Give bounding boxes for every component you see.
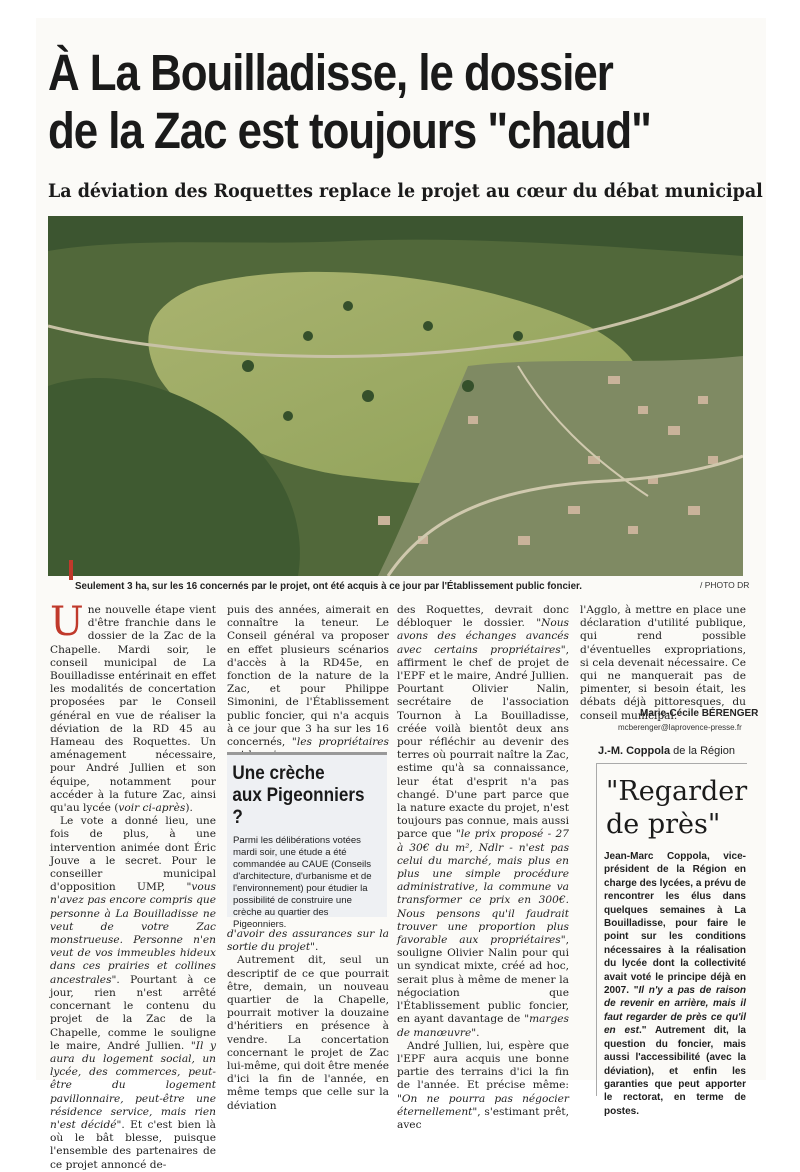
drop-cap: U [50,599,84,645]
sidebar-text-italic: Il n'y a pas de raison de revenir en arrière, mais il faut regarder de près ce qu'il en est [604,985,747,1037]
inset-box-title [227,755,371,833]
aerial-photo [48,216,743,576]
paragraph-italic: les propriétaires [296,736,389,749]
article-paragraph [227,604,389,762]
sidebar-author-name: J.-M. Coppola [598,745,671,757]
article-paragraph [397,604,569,1040]
inset-title-line-1: Une crèche [232,763,325,784]
sidebar-author-role: de la Région [670,745,735,757]
paragraph-text: ", souligne Olivier Nalin pour qui un syndicat mixte, créé ad hoc, serait plus à même de mener la négociation que l'Établissement public foncier, en ayant davantage de " [397,934,569,1026]
article-paragraph [227,954,389,1112]
article-paragraph [227,928,389,954]
sidebar-quote [606,775,746,841]
sidebar-text [604,850,746,1118]
paragraph-italic: On ne pourra pas négocier éternellement [397,1092,569,1118]
headline-line-2: de la Zac est toujours "chaud" [48,102,651,159]
paragraph-text: ". [471,1026,480,1039]
photo-credit: / PHOTO DR [700,580,750,590]
article-paragraph [397,1040,569,1132]
byline-email: mcberenger@laprovence-presse.fr [618,723,742,732]
photo-caption: Seulement 3 ha, sur les 16 concernés par le projet, ont été acquis à ce jour par l'Établissement public foncier. [75,580,583,592]
article-column-3 [397,604,569,1132]
headline-line-1: À La Bouilladisse, le dossier [48,44,613,101]
article-paragraph [50,815,216,1171]
quote-line-2: de près" [606,809,721,840]
article-paragraph [580,604,746,723]
paragraph-text: André Jullien, lui, espère que l'EPF aura acquis une bonne partie des terrains d'ici la fin de l'année. Et précise même: " [397,1039,569,1105]
paragraph-text: ". Pourtant à ce jour, rien n'est arrêté concernant le contenu du projet de la Zac de la Chapelle, comme le souligne le maire, André Jullien. " [50,973,216,1052]
paragraph-text: Autrement dit, seul un descriptif de ce que pourrait être, demain, un nouveau quartier de la Chapelle, pourrait motiver la douzaine d'héritiers en présence à vendre. La concertation concernant le projet de Zac lui-même, qui doit être menée d'ici la fin de l'année, en même temps que celle sur la déviation [227,954,389,1112]
article-column-4 [580,604,746,723]
paragraph-text: ). [185,802,193,815]
paragraph-italic: vous n'avez pas encore compris que personne à La Bouilladisse ne veut de votre Zac monstrueuse. Personne n'en veut de vos immeubles hideux dans ces prairies et collines ancestrales [50,881,216,986]
quote-line-1: "Regarder [606,776,748,807]
inset-box-text: Parmi les délibérations votées mardi soir, une étude a été commandée au CAUE (Conseils d'architecture, d'urbanisme et de l'environnement) pour étudier la possibilité de construire une crèche au quartier des Pigeonniers. [233,835,372,930]
paragraph-text: ". [310,941,319,954]
paragraph-text: des Roquettes, devrait donc débloquer le dossier. " [397,604,569,630]
paragraph-italic: voir ci-après [118,802,186,815]
article-paragraph [50,599,216,815]
sidebar-heading [598,745,735,757]
caption-accent-bar [69,560,73,580]
paragraph-italic: d'avoir des assurances sur la sortie du projet [227,928,389,954]
paragraph-italic: Il y aura du logement social, un lycée, des commerces, peut-être du logement pavillonnaire, peut-être une résidence service, mais rien n'est décidé [50,1039,216,1131]
paragraph-text: Le vote a donné lieu, une fois de plus, à une intervention animée dont Éric Jouve a le secret. Pour le conseiller municipal d'opposition UMP, " [50,815,216,894]
article-column-2-bottom [227,928,389,1113]
byline-name: Marie-Cécile BÉRENGER [640,708,759,719]
paragraph-text: ", s'estimant prêt, avec [397,1105,569,1131]
paragraph-text: ". Et c'est bien là où le bât blesse, puisque l'ensemble des partenaires de ce projet annoncé de- [50,1118,216,1171]
inset-title-line-2: aux Pigeonniers ? [232,785,365,828]
inset-box-creche [227,752,387,930]
article-column-1 [50,599,216,1172]
sidebar-text-part: ." Autrement dit, la question du foncier, mais aussi l'accessibilité (avec la déviation), et enfin les garanties que peut apporter le rectorat, en terme de postes. [604,1025,746,1117]
paragraph-text: ne nouvelle étape vient d'être franchie dans le dossier de la Zac de la Chapelle. Mardi soir, le conseil municipal de La Bouilladisse entérinait en effet les modalités de concertation proposées par le Conseil général en vue de réaliser la déviation de la RD 45 au Hameau des Roquettes. Un aménagement nécessaire, pour André Jullien et son équipe, notamment pour accéder à la future Zac, ainsi qu'au lycée ( [50,604,216,815]
paragraph-text: l'Agglo, à mettre en place une déclaration d'utilité publique, qui rend possible d'éventuelles expropriations, si cela devenait nécessaire. Ce qui ne manquerait pas de pimenter, si besoin était, les débats déjà pittoresques, du conseil municipal. [580,604,746,722]
headline [48,44,650,160]
paragraph-italic: marges de manœuvre [397,1013,569,1039]
paragraph-text: ", affirment le chef de projet de l'EPF et le maire, André Jullien. Pourtant Olivier Nalin, secrétaire de l'association Tournon à La Bouilladisse, créée voilà bientôt deux ans pour réfléchir au devenir des terres où pourrait naître la Zac, estime qu'à sa connaissance, leur état d'esprit n'a pas changé. D'une part parce que la nature exacte du projet, n'est toujours pas connue, mais aussi parce que " [397,643,569,841]
paragraph-italic: Nous avons des échanges avancés avec certains propriétaires [397,617,569,656]
paragraph-italic: le prix proposé - 27 à 30€ du m², Ndlr - n'est pas celui du marché, mais plus en plus une simple procédure administrative, la commune va transformer ce prix en 300€. Nous pensons qu'il faudrait trouver une proportion plus favorable aux propriétaires [397,828,569,947]
paragraph-text: puis des années, aimerait en connaître la teneur. Le Conseil général va proposer en effet plusieurs scénarios d'accès à la RD45e, en fonction de la nature de la Zac, et pour Philippe Simonini, de l'Établissement public foncier, qui n'a acquis à ce jour que 3 ha sur les 16 concernés, " [227,604,389,749]
article-column-2-top [227,604,389,762]
sidebar-text-part: Jean-Marc Coppola, vice-président de la Région en charge des lycées, a prévu de rencontrer les élus dans quelques semaines à La Bouilladisse, pour faire le point sur les conditions nécessaires à la réalisation du lycée dont la collectivité avait voté le principe déjà en 2007. " [604,851,746,997]
subheadline: La déviation des Roquettes replace le projet au cœur du débat municipal [48,180,763,202]
